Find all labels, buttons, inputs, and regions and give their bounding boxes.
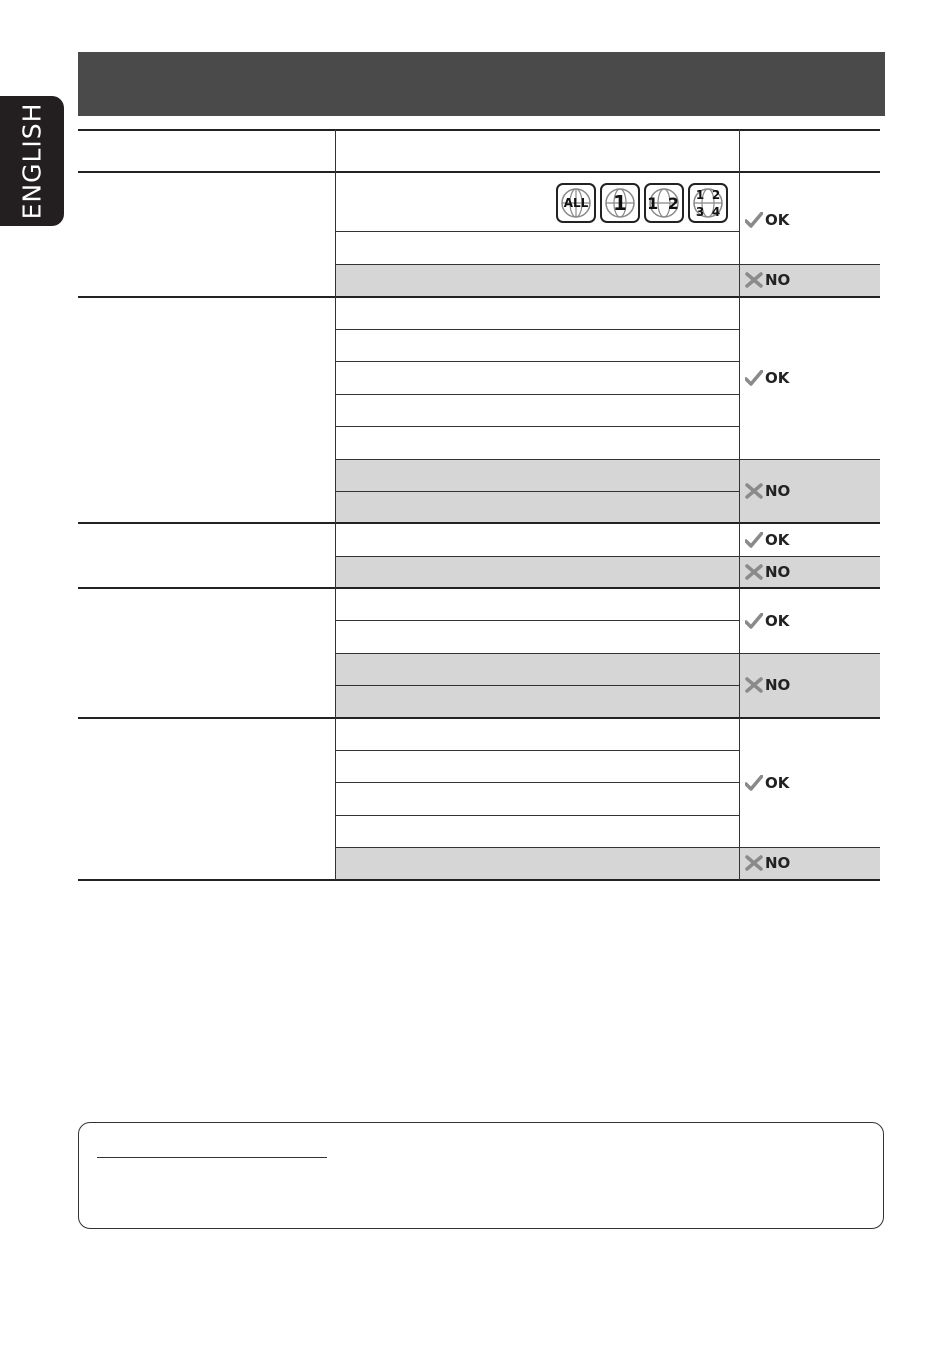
- row-rule: [335, 329, 739, 330]
- check-icon: [745, 532, 763, 548]
- status-ok-label: OK: [765, 211, 790, 229]
- region-quad-label: 1: [695, 187, 705, 202]
- region-1-icon: [600, 183, 640, 223]
- note-box: [78, 1122, 884, 1229]
- region-quad-label: 2: [711, 187, 721, 202]
- cross-icon: [745, 483, 763, 499]
- region-1-2-3-4-icon: [688, 183, 728, 223]
- status-no-label: NO: [765, 854, 791, 872]
- status-no-label: NO: [765, 563, 791, 581]
- shaded-row: [335, 847, 880, 880]
- status-no: [745, 481, 790, 501]
- column-rule: [335, 129, 336, 880]
- row-rule: [335, 426, 739, 427]
- cross-icon: [745, 272, 763, 288]
- cross-icon: [745, 855, 763, 871]
- row-rule: [335, 750, 739, 751]
- cross-icon: [745, 677, 763, 693]
- row-rule: [335, 653, 880, 654]
- status-ok-label: OK: [765, 774, 790, 792]
- status-no: [745, 562, 790, 582]
- group-rule: [78, 717, 880, 719]
- status-ok: [745, 773, 789, 793]
- row-rule: [335, 491, 739, 492]
- region-quad-label: 3: [695, 204, 705, 219]
- status-ok: [745, 210, 789, 230]
- row-rule: [335, 782, 739, 783]
- region-code-icons: [556, 183, 728, 225]
- status-no-label: NO: [765, 676, 791, 694]
- row-rule: [335, 620, 739, 621]
- shaded-row: [335, 556, 880, 588]
- region-1-label: 1: [613, 191, 627, 215]
- row-rule: [335, 815, 739, 816]
- column-rule: [739, 129, 740, 880]
- region-all-icon: [556, 183, 596, 223]
- row-rule: [335, 361, 739, 362]
- table-bottom-rule: [78, 879, 880, 881]
- status-no-label: NO: [765, 271, 791, 289]
- group-rule: [78, 296, 880, 298]
- region-quad-labels: [692, 186, 724, 220]
- status-no: [745, 675, 790, 695]
- region-all-label: ALL: [563, 196, 589, 210]
- status-ok: [745, 611, 789, 631]
- status-ok-label: OK: [765, 531, 790, 549]
- table-top-rule: [78, 129, 880, 131]
- row-rule: [335, 459, 880, 460]
- cross-icon: [745, 564, 763, 580]
- language-tab-label: ENGLISH: [17, 102, 47, 220]
- table-header-rule: [78, 171, 880, 173]
- group-rule: [78, 587, 880, 589]
- region-1-2-icon: [644, 183, 684, 223]
- note-heading-rule: [97, 1157, 327, 1158]
- check-icon: [745, 212, 763, 228]
- status-no: [745, 853, 790, 873]
- region-1-2-label: 1 2: [647, 193, 681, 213]
- row-rule: [335, 264, 880, 265]
- status-ok-label: OK: [765, 612, 790, 630]
- language-tab: [0, 96, 64, 226]
- row-rule: [335, 847, 880, 848]
- status-no-label: NO: [765, 482, 791, 500]
- region-quad-label: 4: [711, 204, 721, 219]
- row-rule: [335, 685, 739, 686]
- status-ok: [745, 530, 789, 550]
- status-ok: [745, 368, 789, 388]
- row-rule: [335, 231, 739, 232]
- status-ok-label: OK: [765, 369, 790, 387]
- check-icon: [745, 613, 763, 629]
- status-no: [745, 270, 790, 290]
- check-icon: [745, 775, 763, 791]
- row-rule: [335, 394, 739, 395]
- shaded-row: [335, 264, 880, 296]
- group-rule: [78, 522, 880, 524]
- row-rule: [335, 556, 880, 557]
- check-icon: [745, 370, 763, 386]
